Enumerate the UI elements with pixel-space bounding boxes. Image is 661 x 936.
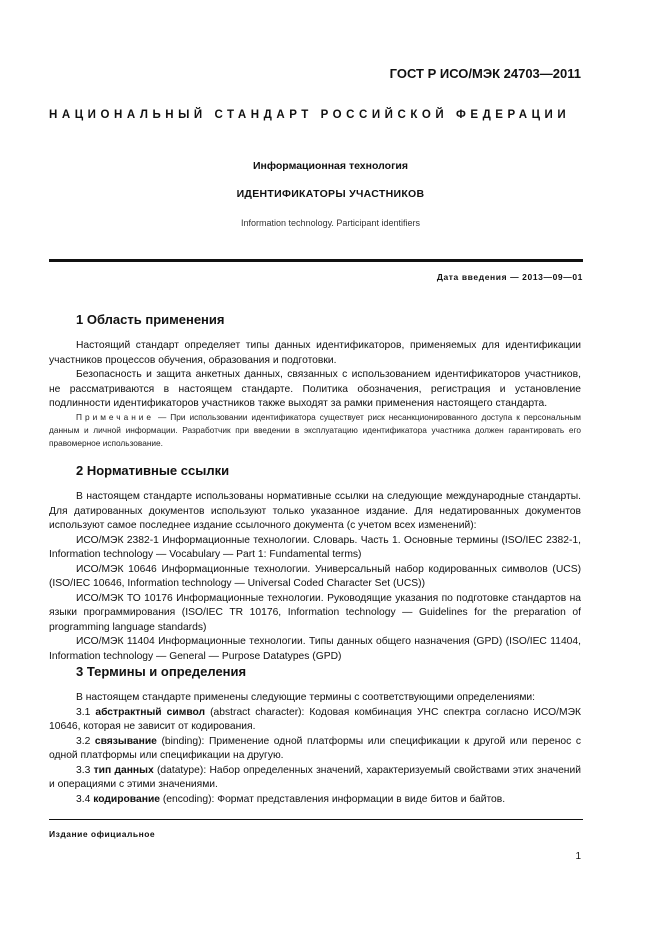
introduction-date: Дата введения — 2013—09—01 <box>436 272 583 282</box>
section-1-heading: 1 Область применения <box>76 312 225 327</box>
title-divider <box>49 259 583 262</box>
term-number: 3.1 <box>76 706 96 718</box>
term-binding <box>49 735 581 764</box>
reference-iso-tr-10176: ИСО/МЭК ТО 10176 Информационные технологии. Руководящие указания по подготовке стандартов на языки программирования (ISO/IEC TR 10176, Information technology — Guidelines for the preparation of programming language standards) <box>49 592 581 633</box>
section-2-paragraph-1: В настоящем стандарте использованы нормативные ссылки на следующие международные стандарты. Для датированных документов используют только указанное издание. Для недатированных документов используют самое последнее издание ссылочного документа (с учетом всех изменений): <box>49 491 581 531</box>
title-line-2: ИДЕНТИФИКАТОРЫ УЧАСТНИКОВ <box>236 188 425 200</box>
section-1-note <box>49 411 581 450</box>
section-3-body <box>49 691 581 807</box>
section-2-heading: 2 Нормативные ссылки <box>76 463 230 478</box>
official-edition-label: Издание официальное <box>49 829 156 839</box>
term-number: 3.2 <box>76 735 95 747</box>
term-datatype <box>49 764 581 793</box>
term-definition: (abstract character): Кодовая комбинация УНС спектра согласно ИСО/МЭК 10646, которая не зависит от кодирования. <box>49 706 581 732</box>
title-line-1: Информационная технология <box>252 160 409 172</box>
title-line-english: Information technology. Participant identifiers <box>241 218 420 228</box>
term-encoding <box>49 793 581 808</box>
term-abstract-character <box>49 706 581 735</box>
note-text: — При использовании идентификатора существует риск несанкционированного доступа к персональным данным и личной информации. Разработчик при введении в эксплуатацию идентификатора участника должен гарантировать его правомерное использование. <box>49 412 581 448</box>
section-1-paragraph-1: Настоящий стандарт определяет типы данных идентификаторов, применяемых для идентификации участников процессов обучения, образования и подготовки. <box>49 340 581 366</box>
reference-iso-10646: ИСО/МЭК 10646 Информационные технологии. Универсальный набор кодированных символов (UCS) (ISO/IEC 10646, Information technology — Universal Coded Character Set (UCS)) <box>49 563 581 589</box>
section-2-body <box>49 490 581 664</box>
term-name: связывание <box>94 735 157 747</box>
page-number: 1 <box>575 851 581 862</box>
term-number: 3.4 <box>76 793 94 805</box>
section-1-paragraph-2: Безопасность и защита анкетных данных, связанных с использованием идентификаторов участников, не рассматриваются в настоящем стандарте. Политика обозначения, регистрация и установление подлинности идентификаторов участников также выходят за рамки применения настоящего стандарта. <box>49 369 581 409</box>
section-1-body <box>49 339 581 412</box>
section-3-paragraph-1: В настоящем стандарте применены следующие термины с соответствующими определениями: <box>76 692 536 703</box>
term-name: абстрактный символ <box>95 706 206 718</box>
term-definition: (datatype): Набор определенных значений, характеризуемый свойствами этих значений и операциями с этими значениями. <box>49 764 582 790</box>
term-number: 3.3 <box>76 764 94 776</box>
reference-iso-11404: ИСО/МЭК 11404 Информационные технологии. Типы данных общего назначения (GPD) (ISO/IEC 11404, Information technology — General — Purpose Datatypes (GPD) <box>49 636 581 662</box>
reference-iso-2382-1: ИСО/МЭК 2382-1 Информационные технологии. Словарь. Часть 1. Основные термины (ISO/IEC 2382-1, Information technology — Vocabulary — Part 1: Fundamental terms) <box>49 534 581 560</box>
term-definition: (encoding): Формат представления информации в виде битов и байтов. <box>160 793 506 805</box>
term-name: кодирование <box>93 793 161 805</box>
note-label: Примечание <box>76 412 155 422</box>
section-3-heading: 3 Термины и определения <box>76 664 247 679</box>
national-standard-banner: НАЦИОНАЛЬНЫЙ СТАНДАРТ РОССИЙСКОЙ ФЕДЕРАЦИИ <box>49 109 571 121</box>
term-name: тип данных <box>93 764 154 776</box>
term-definition: (binding): Применение одной платформы или спецификации к другой или перенос с одной платформы или спецификации на другую. <box>49 735 581 761</box>
document-number: ГОСТ Р ИСО/МЭК 24703—2011 <box>389 66 581 81</box>
footer-divider <box>49 819 583 820</box>
